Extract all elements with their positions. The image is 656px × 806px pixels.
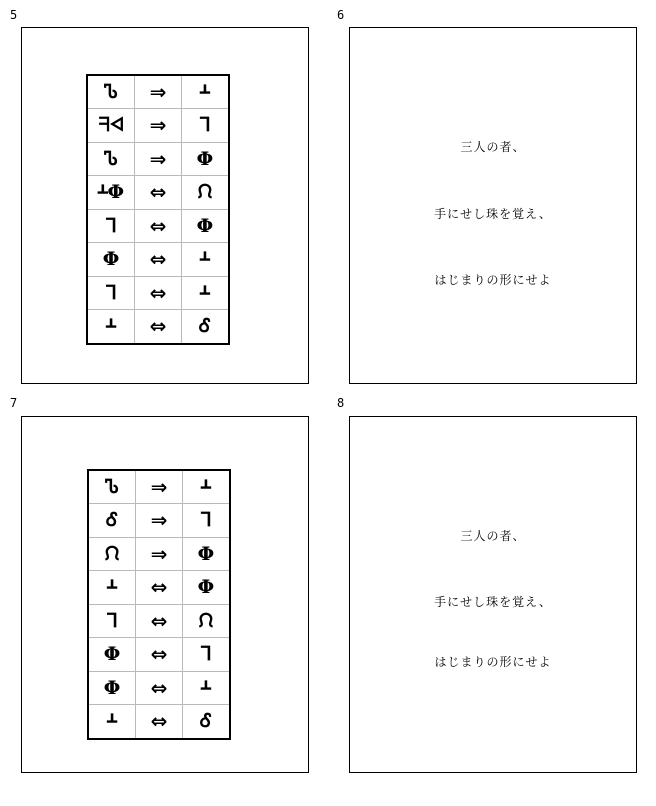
table-row [89,638,229,672]
riddle-line: 三人の者、 [460,529,526,543]
table-row [88,209,228,243]
table-row [89,671,229,705]
left-glyph-cell [89,638,136,672]
left-glyph-cell [89,471,136,504]
left-glyph-cell [89,537,136,571]
symbol-table [86,74,230,345]
left-glyph-cell [89,604,136,638]
right-glyph-cell [182,571,229,605]
right-glyph: ᒣ [199,114,211,137]
table-row [89,571,229,605]
riddle-line: 手にせし珠を覚え、 [434,595,552,609]
table-row [88,109,228,143]
right-glyph-cell [182,638,229,672]
left-glyph: ᚆ [107,710,117,733]
right-glyph: ᚆ [200,80,210,103]
page-6-panel [349,27,637,384]
arrow-icon: ⇔ [149,247,167,272]
table-row [88,76,228,109]
right-glyph-cell [182,471,229,504]
riddle-text [350,417,636,772]
table-row [88,243,228,277]
left-glyph: ᚆΦ [98,181,125,204]
right-glyph-cell [182,537,229,571]
right-glyph: ᙁ [198,609,214,632]
left-glyph: ᒣ [105,214,117,237]
page-number: 5 [10,8,18,22]
left-glyph-cell [88,243,135,277]
right-glyph: ᒣ [200,643,212,666]
table-row [88,142,228,176]
page-number: 7 [10,396,18,410]
right-glyph-cell [181,209,228,243]
right-glyph-cell [182,705,229,738]
right-glyph: Φ [196,214,214,237]
left-glyph: Φ [103,643,121,666]
arrow-icon-cell [136,571,183,605]
table-row [89,537,229,571]
right-glyph: Φ [197,576,215,599]
arrow-icon: ⇔ [150,608,168,633]
left-glyph-cell [89,504,136,538]
left-glyph: ᚆ [107,576,117,599]
table-row [89,604,229,638]
table-row [89,471,229,504]
left-glyph-cell [88,109,135,143]
arrow-icon-cell [136,604,183,638]
table-row [88,276,228,310]
right-glyph: Ꮄ [200,710,212,733]
left-glyph-cell [89,705,136,738]
page-number: 6 [337,8,345,22]
arrow-icon: ⇔ [150,675,168,700]
left-glyph-cell [88,176,135,210]
left-glyph-cell [88,276,135,310]
left-glyph: Φ [102,248,120,271]
left-glyph: ᙁ [104,542,120,565]
right-glyph: Ꮄ [199,315,211,338]
arrow-icon: ⇔ [150,709,168,734]
arrow-icon-cell [135,310,182,343]
left-glyph-cell [89,671,136,705]
right-glyph-cell [181,142,228,176]
arrow-icon-cell [135,76,182,109]
right-glyph-cell [182,504,229,538]
arrow-icon: ⇒ [150,541,168,566]
right-glyph-cell [181,109,228,143]
arrow-icon: ⇔ [149,180,167,205]
arrow-icon-cell [136,537,183,571]
right-glyph-cell [181,310,228,343]
left-glyph-cell [88,76,135,109]
right-glyph: ᒣ [200,509,212,532]
page-8-panel [349,416,637,773]
arrow-icon-cell [135,276,182,310]
left-glyph: Φ [103,676,121,699]
riddle-line: 手にせし珠を覚え、 [434,207,552,221]
page-7-panel [21,416,309,773]
arrow-icon-cell [135,176,182,210]
left-glyph: ᒣ [106,609,118,632]
arrow-icon: ⇔ [149,314,167,339]
left-glyph: Ꮦ [104,80,118,103]
table-row [88,310,228,343]
right-glyph-cell [182,604,229,638]
arrow-icon: ⇒ [149,113,167,138]
arrow-icon-cell [135,109,182,143]
arrow-icon: ⇔ [149,280,167,305]
left-glyph-cell [88,142,135,176]
left-glyph: Ꮦ [104,147,118,170]
right-glyph: ᙁ [197,181,213,204]
right-glyph: Φ [196,147,214,170]
left-glyph: Ꮦ [105,475,119,498]
arrow-icon-cell [135,209,182,243]
arrow-icon: ⇔ [150,642,168,667]
arrow-icon: ⇔ [150,575,168,600]
right-glyph-cell [181,76,228,109]
right-glyph-cell [181,243,228,277]
right-glyph-cell [182,671,229,705]
arrow-icon: ⇒ [150,508,168,533]
left-glyph: Ꮄ [106,509,118,532]
page-5-panel [21,27,309,384]
right-glyph: Φ [197,542,215,565]
right-glyph-cell [181,276,228,310]
riddle-line: 三人の者、 [460,140,526,154]
riddle-line: はじまりの形にせよ [434,655,552,669]
left-glyph: ᒣ [105,281,117,304]
arrow-icon-cell [136,638,183,672]
riddle-text [350,28,636,383]
arrow-icon-cell [135,142,182,176]
arrow-icon-cell [136,671,183,705]
page-number: 8 [337,396,345,410]
arrow-icon: ⇒ [149,146,167,171]
left-glyph: ᖷᐊ [98,114,124,137]
table-row [88,176,228,210]
arrow-icon-cell [136,471,183,504]
left-glyph-cell [89,571,136,605]
right-glyph: ᚆ [200,281,210,304]
riddle-line: はじまりの形にせよ [434,273,552,287]
right-glyph: ᚆ [201,676,211,699]
table-row [89,504,229,538]
left-glyph-cell [88,310,135,343]
table-row [89,705,229,738]
right-glyph: ᚆ [201,475,211,498]
arrow-icon: ⇔ [149,213,167,238]
arrow-icon: ⇒ [149,79,167,104]
arrow-icon-cell [136,705,183,738]
symbol-table [87,469,231,740]
right-glyph: ᚆ [200,248,210,271]
left-glyph-cell [88,209,135,243]
arrow-icon-cell [135,243,182,277]
right-glyph-cell [181,176,228,210]
left-glyph: ᚆ [106,315,116,338]
arrow-icon-cell [136,504,183,538]
arrow-icon: ⇒ [150,474,168,499]
